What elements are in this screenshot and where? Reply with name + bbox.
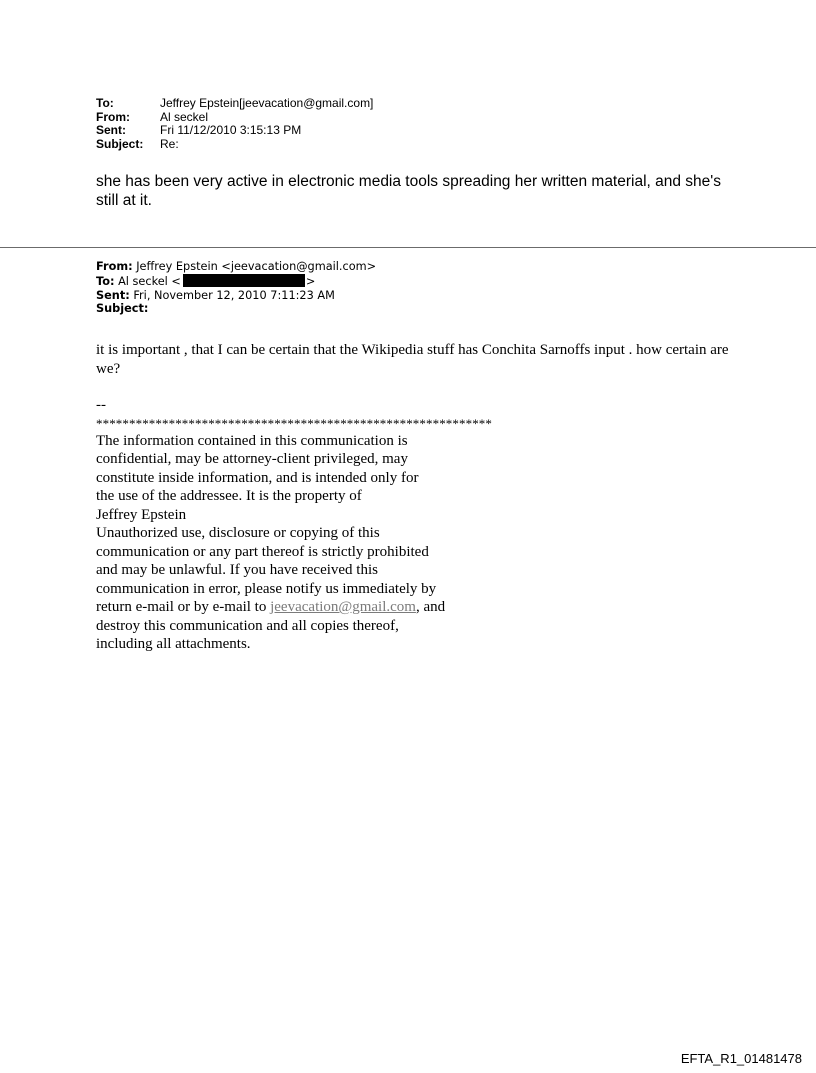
original-subject-row [96,302,376,316]
reply-sent-row [96,124,373,138]
sent-label: Sent: [96,123,126,137]
reply-email-header [96,97,373,151]
original-from-value: Jeffrey Epstein <jeevacation@gmail.com> [136,260,377,273]
signature-return-line [96,598,656,617]
original-sent-row [96,289,376,303]
original-to-row [96,274,376,289]
original-from-row [96,260,376,274]
original-email-header [96,260,376,316]
to-label: To: [96,96,114,110]
original-sent-label: Sent: [96,288,130,302]
from-label: From: [96,109,130,124]
reply-to-row [96,97,373,111]
message-divider [0,247,816,248]
original-to-suffix: > [305,274,316,288]
confidentiality-signature [96,396,656,654]
original-body-text: it is important , that I can be certain that the Wikipedia stuff has Conchita Sarnoffs input . how certain are we? [96,342,729,377]
reply-subject-row [96,138,373,152]
signature-line: confidential, may be attorney-client privileged, may [96,451,408,467]
original-subject-label: Subject: [96,302,149,316]
signature-line: The information contained in this communication is [96,432,408,449]
signature-line: the use of the addressee. It is the property of [96,488,362,504]
original-sent-value: Fri, November 12, 2010 7:11:23 AM [133,288,335,302]
to-value: Jeffrey Epstein[jeevacation@gmail.com] [160,96,374,110]
redaction-block [183,274,305,287]
signature-stars: ************************************************************ [96,415,492,431]
signature-line: constitute inside information, and is intended only for [96,469,419,486]
subject-value: Re: [160,136,179,151]
bates-number: EFTA_R1_01481478 [680,1051,802,1066]
signature-line: communication in error, please notify us immediately by [96,580,437,597]
signature-line: including all attachments. [96,636,251,652]
return-prefix: return e-mail or by e-mail to [96,599,271,615]
signature-line: Unauthorized use, disclosure or copying of this [96,525,380,541]
signature-dashes: -- [96,397,106,413]
from-value: Al seckel [160,109,209,124]
signature-line: Jeffrey Epstein [96,506,187,523]
sent-value: Fri 11/12/2010 3:15:13 PM [160,123,302,137]
original-to-prefix: Al seckel < [118,274,181,288]
signature-line: destroy this communication and all copies thereof, [96,617,399,634]
return-suffix: , and [415,599,446,615]
original-to-label: To: [96,274,115,288]
reply-from-row [96,111,373,125]
reply-body-text: she has been very active in electronic media tools spreading her written material, and she's still at it. [96,173,722,209]
subject-label: Subject: [96,136,144,151]
signature-line: and may be unlawful. If you have received this [96,562,378,578]
email-link[interactable]: jeevacation@gmail.com [270,599,416,615]
signature-line: communication or any part thereof is strictly prohibited [96,543,429,560]
original-from-label: From: [96,260,133,273]
